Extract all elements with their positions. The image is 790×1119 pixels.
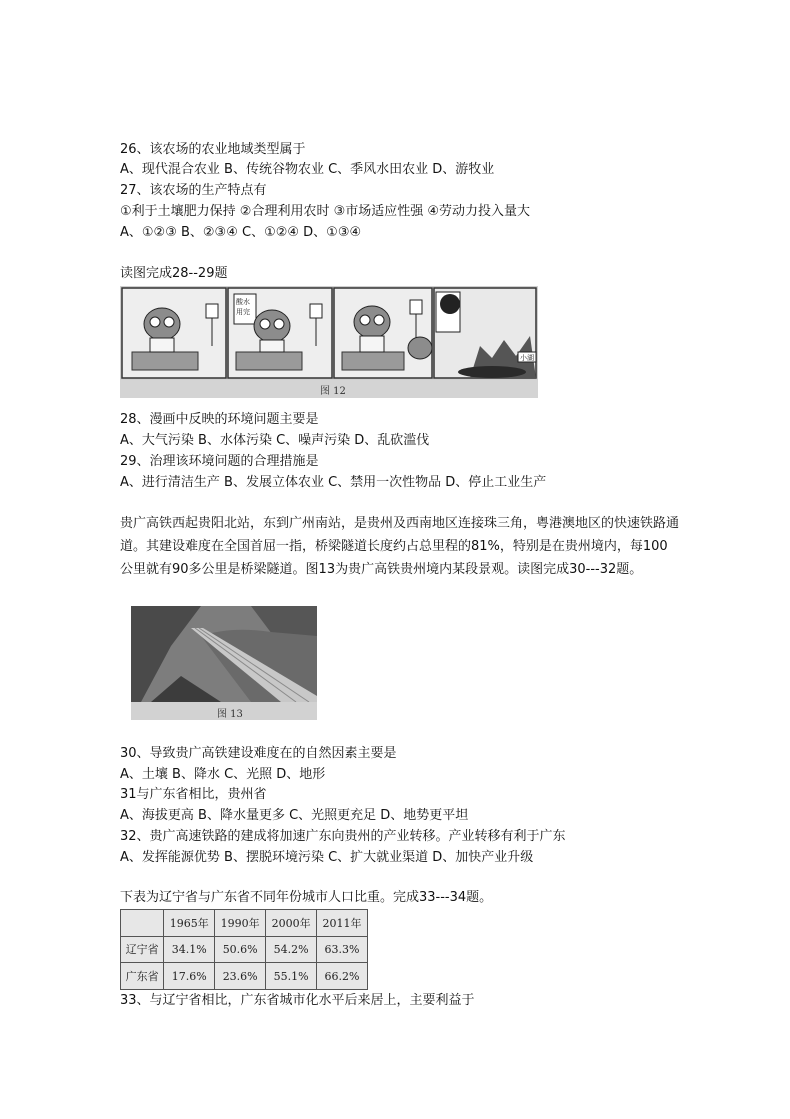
q31-stem: 31与广东省相比，贵州省	[120, 787, 267, 802]
figure-13-photo	[131, 606, 317, 720]
table-cell: 17.6%	[164, 963, 215, 990]
q26-stem: 26、该农场的农业地域类型属于	[120, 142, 306, 157]
q30-stem: 30、导致贵广高铁建设难度在的自然因素主要是	[120, 746, 397, 761]
table-cell: 50.6%	[215, 936, 266, 963]
table-cell: 55.1%	[266, 963, 317, 990]
intro-33-34: 下表为辽宁省与广东省不同年份城市人口比重。完成33---34题。	[120, 890, 493, 905]
table-cell: 54.2%	[266, 936, 317, 963]
q27-options: A、①②③ B、②③④ C、①②④ D、①③④	[120, 225, 362, 240]
q31-options: A、海拔更高 B、降水量更多 C、光照更充足 D、地势更平坦	[120, 808, 469, 823]
passage-30-32: 贵广高铁西起贵阳北站，东到广州南站，是贵州及西南地区连接珠三角，粤港澳地区的快速铁路通道。其建设难度在全国首屈一指，桥梁隧道长度约占总里程的81%，特别是在贵州境内，每100公里就有90多公里是桥梁隧道。图13为贵广高铁贵州境内某段景观。读图完成30---32题。	[120, 516, 680, 577]
table-header-cell: 2000年	[266, 910, 317, 937]
q33-stem: 33、与辽宁省相比，广东省城市化水平后来居上，主要利益于	[120, 993, 475, 1008]
table-cell: 63.3%	[317, 936, 368, 963]
svg-text:用完: 用完	[236, 308, 250, 316]
q27-items: ①利于土壤肥力保持 ②合理利用农时 ③市场适应性强 ④劳动力投入量大	[120, 204, 531, 219]
table-row	[121, 963, 368, 990]
q32-options: A、发挥能源优势 B、摆脱环境污染 C、扩大就业渠道 D、加快产业升级	[120, 850, 534, 865]
q27-stem: 27、该农场的生产特点有	[120, 183, 267, 198]
railway-bridge-illustration	[131, 606, 317, 720]
table-header-cell	[121, 910, 164, 937]
table-row	[121, 936, 368, 963]
svg-text:酸水: 酸水	[236, 298, 250, 306]
figure-13-caption: 图 13	[217, 709, 243, 720]
svg-text:小湖: 小湖	[520, 354, 534, 362]
table-cell: 辽宁省	[121, 936, 164, 963]
table-cell: 66.2%	[317, 963, 368, 990]
table-header-cell: 1990年	[215, 910, 266, 937]
q29-stem: 29、治理该环境问题的合理措施是	[120, 454, 319, 469]
figure-12-comic	[120, 286, 538, 398]
q26-options: A、现代混合农业 B、传统谷物农业 C、季风水田农业 D、游牧业	[120, 162, 495, 177]
urban-population-table	[120, 909, 368, 990]
table-header-cell: 2011年	[317, 910, 368, 937]
q28-stem: 28、漫画中反映的环境问题主要是	[120, 412, 319, 427]
q30-options: A、土壤 B、降水 C、光照 D、地形	[120, 767, 326, 782]
figure-12-caption: 图 12	[320, 386, 346, 397]
table-header-cell: 1965年	[164, 910, 215, 937]
table-cell: 34.1%	[164, 936, 215, 963]
q29-options: A、进行清洁生产 B、发展立体农业 C、禁用一次性物品 D、停止工业生产	[120, 475, 547, 490]
table-cell: 广东省	[121, 963, 164, 990]
q28-options: A、大气污染 B、水体污染 C、噪声污染 D、乱砍滥伐	[120, 433, 430, 448]
q32-stem: 32、贵广高速铁路的建成将加速广东向贵州的产业转移。产业转移有利于广东	[120, 829, 566, 844]
intro-28-29: 读图完成28--29题	[120, 266, 228, 281]
table-header-row	[121, 910, 368, 937]
table-cell: 23.6%	[215, 963, 266, 990]
